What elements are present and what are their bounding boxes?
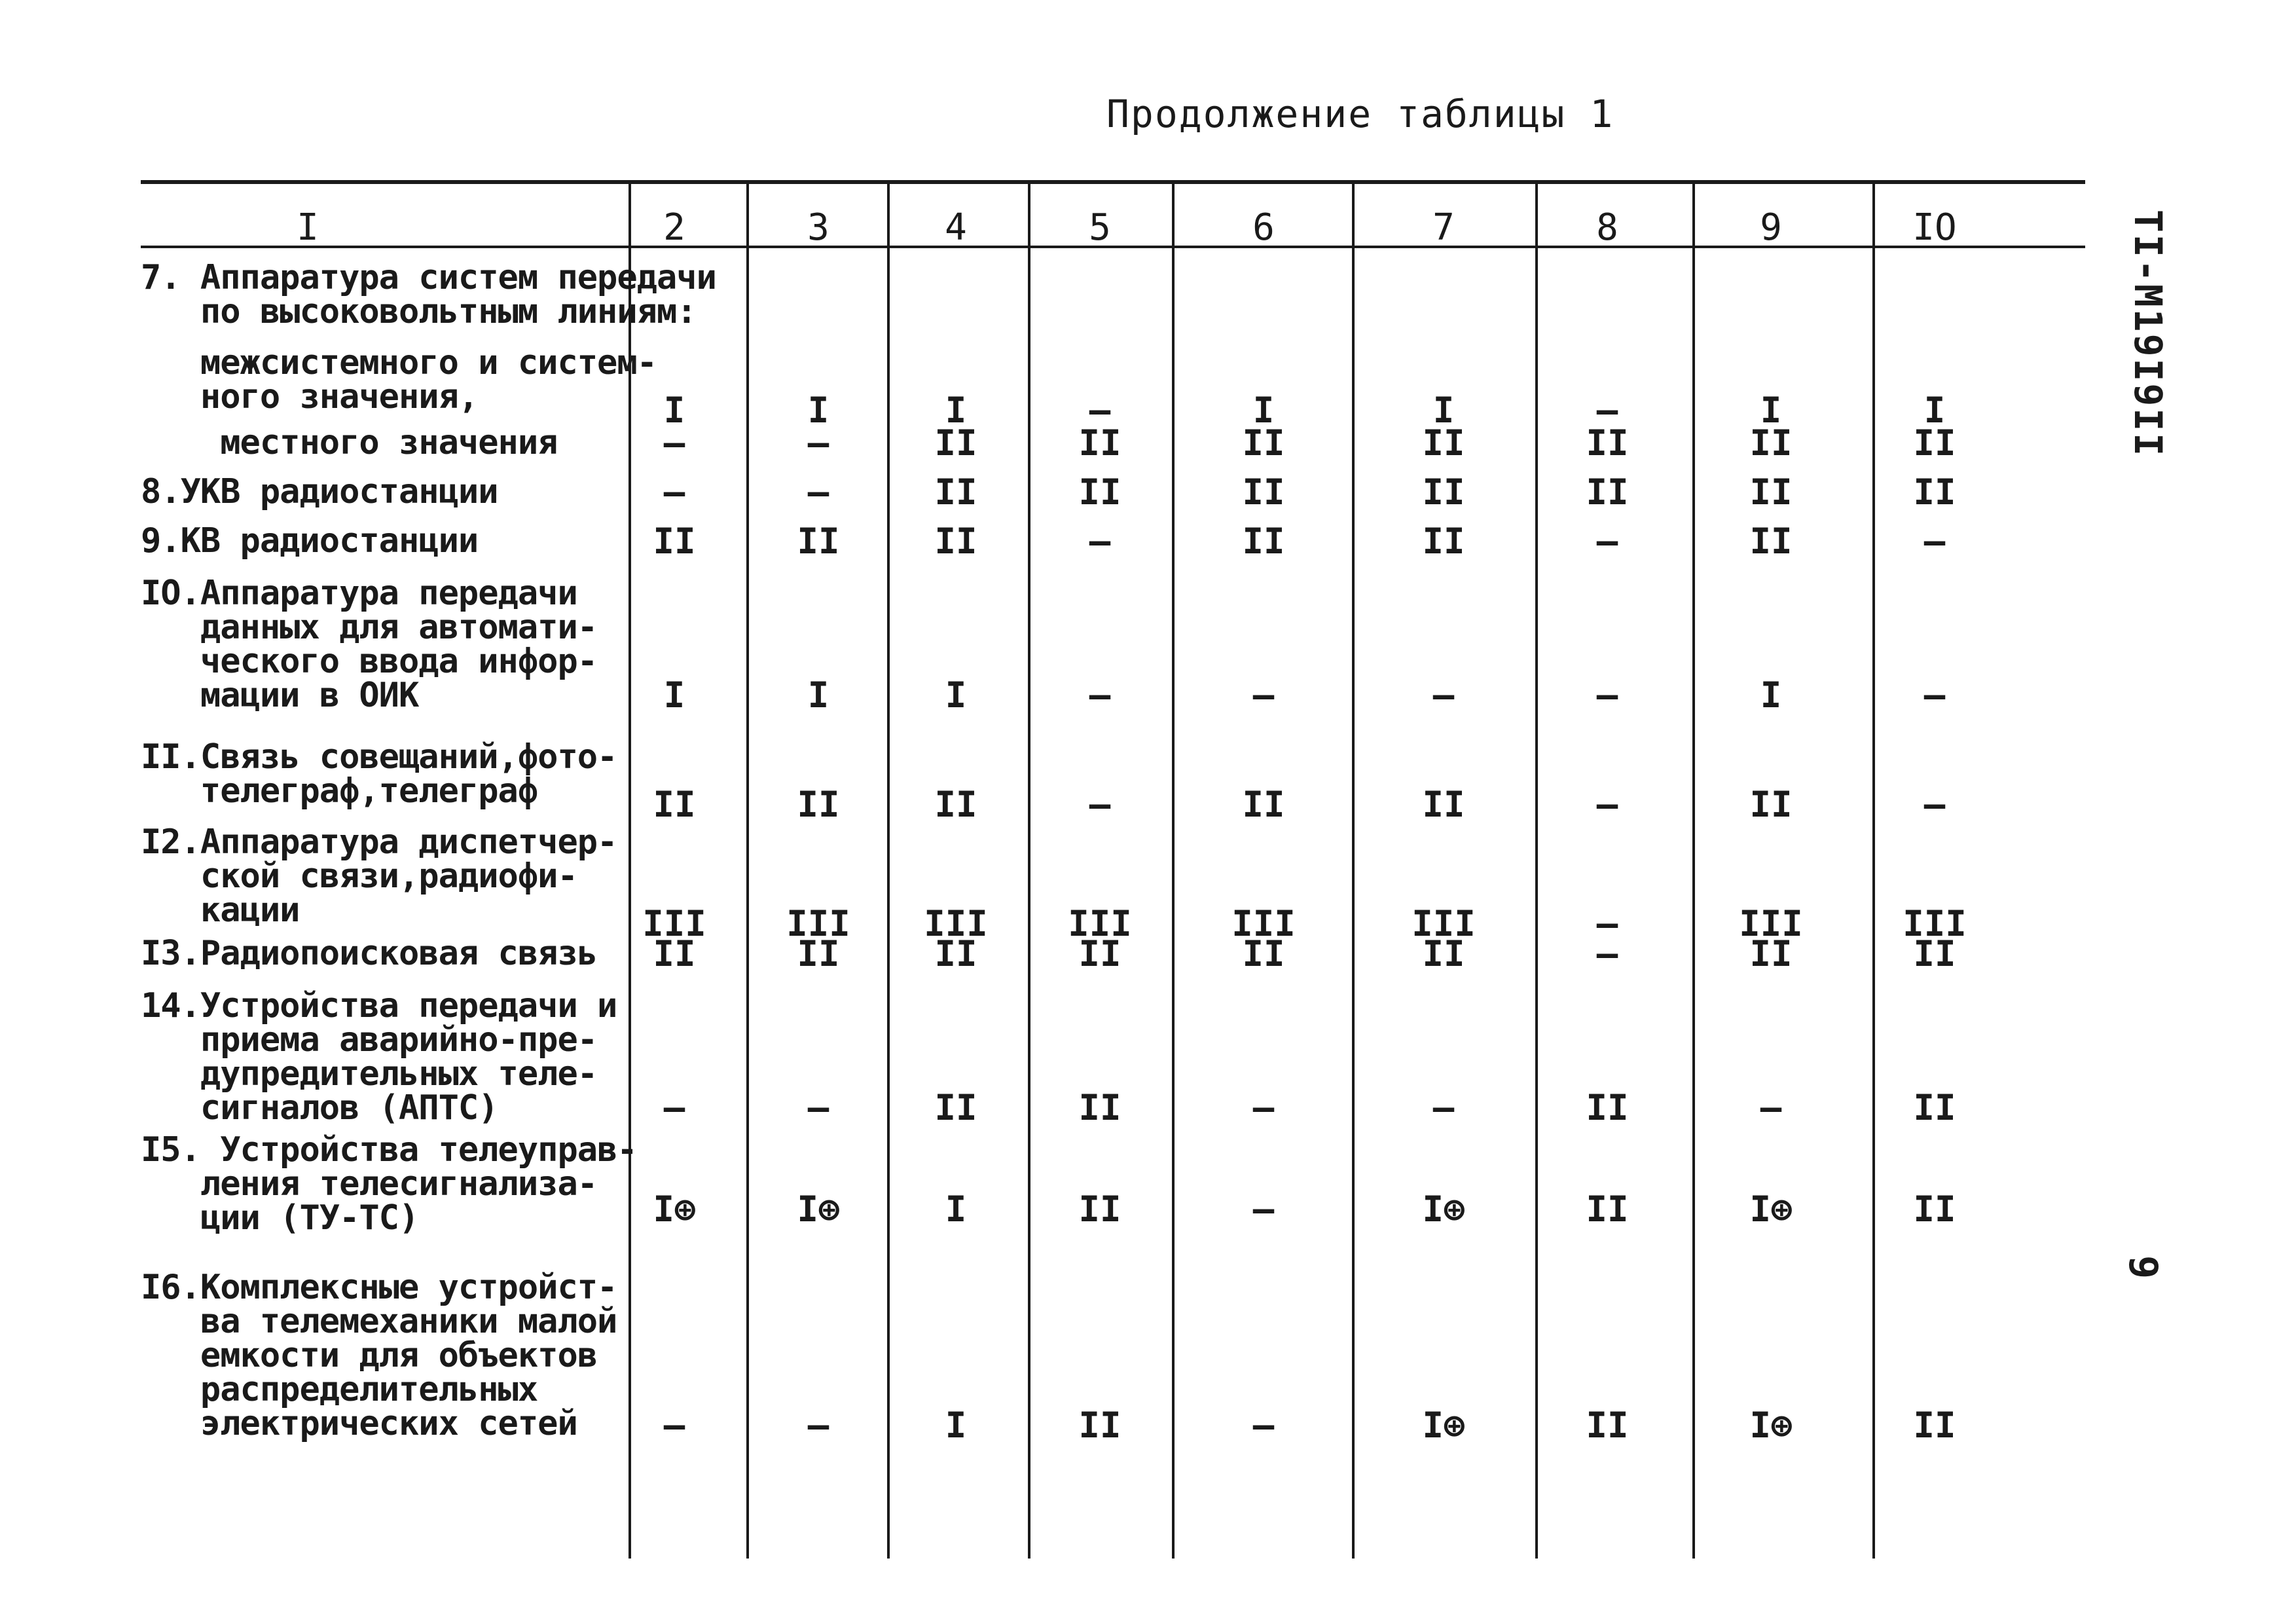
- column-divider: [1352, 180, 1355, 1559]
- table-cell: II: [1422, 422, 1465, 464]
- column-header: 3: [807, 206, 829, 249]
- table-cell: –: [663, 1405, 685, 1446]
- table-cell: II: [1913, 471, 1956, 513]
- column-divider: [1535, 180, 1538, 1559]
- table-cell: III: [642, 903, 706, 944]
- table-cell: II: [1586, 471, 1629, 513]
- table-cell: II: [797, 521, 840, 562]
- table-cell: II: [1586, 1189, 1629, 1230]
- table-cell: II: [1749, 784, 1793, 825]
- table-cell: –: [1089, 521, 1111, 562]
- column-divider: [1028, 180, 1030, 1559]
- table-cell: I: [1432, 390, 1455, 431]
- row-label: IO.Аппаратура передачи данных для автомати- ческого ввода инфор- мации в ОИК: [141, 574, 598, 715]
- table-cell: II: [1586, 422, 1629, 464]
- table-cell: II: [1422, 784, 1465, 825]
- table-cell: –: [1596, 390, 1618, 431]
- table-cell: I⊕: [653, 1189, 696, 1230]
- table-cell: II: [1422, 471, 1465, 513]
- table-cell: I⊕: [1422, 1189, 1465, 1230]
- table-cell: –: [1089, 390, 1111, 431]
- table-cell: II: [1242, 422, 1285, 464]
- column-header: IO: [1912, 206, 1957, 249]
- column-header: I: [297, 206, 319, 249]
- row-label: межсистемного и систем- ного значения,: [200, 343, 657, 416]
- table-cell: II: [1078, 1189, 1121, 1230]
- table-cell: II: [1749, 471, 1793, 513]
- table-cell: I: [1252, 390, 1275, 431]
- table-cell: II: [1913, 933, 1956, 974]
- column-header: 4: [945, 206, 967, 249]
- table-cell: I: [807, 674, 829, 716]
- table-cell: I: [945, 674, 967, 716]
- row-label: 9.КВ радиостанции: [141, 521, 479, 561]
- column-header: 6: [1252, 206, 1275, 249]
- table-cell: –: [807, 1405, 829, 1446]
- table-cell: –: [807, 422, 829, 464]
- table-cell: –: [1252, 1189, 1275, 1230]
- table-cell: –: [1760, 1087, 1782, 1128]
- row-label: II.Связь совещаний,фото- телеграф,телеграф: [141, 737, 617, 811]
- table-cell: I⊕: [1749, 1405, 1793, 1446]
- column-divider: [1172, 180, 1175, 1559]
- table-cell: II: [934, 521, 977, 562]
- table-cell: II: [934, 933, 977, 974]
- table-cell: III: [924, 903, 988, 944]
- table-cell: I: [1760, 674, 1782, 716]
- column-header: 5: [1089, 206, 1111, 249]
- table-cell: II: [1913, 422, 1956, 464]
- table-cell: I⊕: [797, 1189, 840, 1230]
- table-cell: –: [1596, 784, 1618, 825]
- table-cell: I: [945, 390, 967, 431]
- column-divider: [746, 180, 749, 1559]
- table-cell: III: [1903, 903, 1967, 944]
- column-header: 2: [663, 206, 685, 249]
- table-cell: –: [1432, 1087, 1455, 1128]
- row-label: местного значения: [141, 423, 558, 462]
- table-cell: II: [1749, 521, 1793, 562]
- table-cell: II: [1078, 422, 1121, 464]
- table-cell: III: [1231, 903, 1296, 944]
- table-cell: II: [1242, 471, 1285, 513]
- table-cell: II: [1078, 1405, 1121, 1446]
- table-cell: I: [1923, 390, 1946, 431]
- table-cell: II: [1749, 422, 1793, 464]
- table-cell: I: [663, 674, 685, 716]
- table-cell: –: [1923, 521, 1946, 562]
- table-cell: –: [1432, 674, 1455, 716]
- table-cell: II: [1422, 933, 1465, 974]
- table-cell: II: [653, 933, 696, 974]
- table-cell: –: [663, 1087, 685, 1128]
- table-cell: II: [1078, 471, 1121, 513]
- table-cell: I: [807, 390, 829, 431]
- column-header: 9: [1760, 206, 1782, 249]
- table-cell: –: [807, 471, 829, 513]
- table-cell: II: [934, 471, 977, 513]
- table-caption: Продолжение таблицы 1: [1106, 92, 1614, 136]
- row-label: I6.Комплексные устройст- ва телемеханики малой емкости для объектов распределительных электрических сетей: [141, 1268, 617, 1443]
- row-label: I5. Устройства телеуправ- ления телесигнализа- ции (ТУ-ТС): [141, 1130, 637, 1238]
- table-cell: II: [1242, 784, 1285, 825]
- table-cell: –: [807, 1087, 829, 1128]
- column-divider: [1692, 180, 1695, 1559]
- table-cell: –: [1596, 903, 1618, 944]
- table-cell: I: [945, 1189, 967, 1230]
- table-cell: III: [786, 903, 850, 944]
- table-cell: –: [1596, 674, 1618, 716]
- table-cell: –: [1596, 933, 1618, 974]
- table-cell: II: [1586, 1405, 1629, 1446]
- page-number: 9: [2120, 1255, 2166, 1280]
- table-cell: I: [663, 390, 685, 431]
- table-cell: III: [1739, 903, 1803, 944]
- table-cell: II: [1913, 1405, 1956, 1446]
- table-cell: II: [653, 784, 696, 825]
- row-label: I3.Радиопоисковая связь: [141, 934, 598, 973]
- table-cell: –: [1923, 674, 1946, 716]
- table-cell: II: [934, 784, 977, 825]
- table-cell: –: [663, 471, 685, 513]
- table-cell: –: [1252, 1405, 1275, 1446]
- table-cell: –: [663, 422, 685, 464]
- table-cell: II: [1586, 1087, 1629, 1128]
- table-cell: II: [1078, 933, 1121, 974]
- table-cell: I⊕: [1749, 1189, 1793, 1230]
- table-cell: –: [1089, 784, 1111, 825]
- table-cell: I⊕: [1422, 1405, 1465, 1446]
- table-cell: I: [1760, 390, 1782, 431]
- table-cell: II: [1749, 933, 1793, 974]
- table-cell: II: [1242, 933, 1285, 974]
- column-divider: [887, 180, 890, 1559]
- side-document-code-wrap: [2118, 210, 2177, 458]
- side-document-code: TI-M19I9II: [2126, 210, 2170, 458]
- row-label: I2.Аппаратура диспетчер- ской связи,радиофи- кации: [141, 822, 617, 930]
- column-divider: [1872, 180, 1875, 1559]
- table-cell: II: [934, 1087, 977, 1128]
- table-cell: III: [1068, 903, 1132, 944]
- table-cell: II: [1078, 1087, 1121, 1128]
- table-cell: II: [797, 933, 840, 974]
- table-cell: I: [945, 1405, 967, 1446]
- table-cell: II: [653, 521, 696, 562]
- table-cell: II: [1913, 1087, 1956, 1128]
- table-cell: –: [1252, 1087, 1275, 1128]
- row-label: 14.Устройства передачи и приема аварийно-пре- дупредительных теле- сигналов (АПТС): [141, 986, 617, 1128]
- table-cell: II: [1242, 521, 1285, 562]
- table-cell: –: [1923, 784, 1946, 825]
- row-label: 7. Аппаратура систем передачи по высоковольтным линиям:: [141, 258, 716, 331]
- table-cell: II: [934, 422, 977, 464]
- table-cell: II: [1422, 521, 1465, 562]
- table-cell: III: [1412, 903, 1476, 944]
- column-header: 8: [1596, 206, 1618, 249]
- row-label: 8.УКВ радиостанции: [141, 472, 498, 511]
- table-cell: –: [1089, 674, 1111, 716]
- column-header: 7: [1432, 206, 1455, 249]
- table-cell: II: [797, 784, 840, 825]
- table-cell: –: [1596, 521, 1618, 562]
- table-cell: –: [1252, 674, 1275, 716]
- table-cell: II: [1913, 1189, 1956, 1230]
- table-top-rule: [141, 180, 2085, 184]
